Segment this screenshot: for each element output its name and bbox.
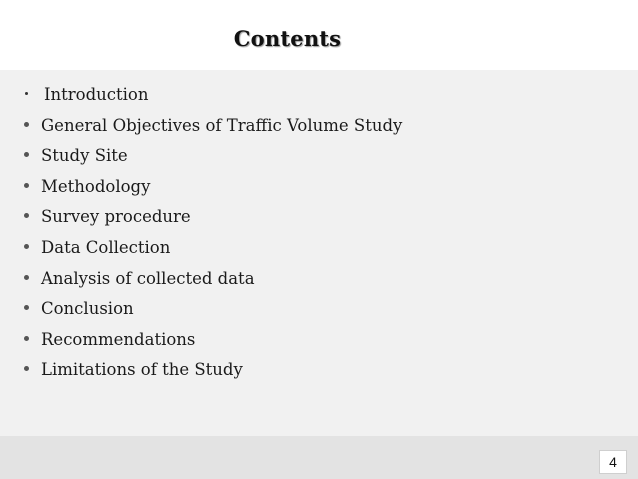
contents-list bbox=[24, 82, 402, 388]
list-item bbox=[24, 204, 402, 235]
list-item-label: Methodology bbox=[41, 176, 151, 196]
bullet-icon bbox=[24, 366, 29, 371]
page-number: 4 bbox=[599, 450, 627, 474]
list-item-label: Recommendations bbox=[41, 329, 196, 349]
list-item-label: Limitations of the Study bbox=[41, 360, 243, 380]
bullet-icon bbox=[24, 244, 29, 249]
list-item bbox=[24, 266, 402, 297]
list-item bbox=[24, 327, 402, 358]
list-item bbox=[24, 143, 402, 174]
list-item-label: Data Collection bbox=[41, 237, 171, 257]
bullet-icon bbox=[24, 152, 29, 157]
list-item bbox=[24, 113, 402, 144]
list-item-label: Survey procedure bbox=[41, 207, 191, 227]
bullet-icon bbox=[24, 275, 29, 280]
bullet-icon bbox=[24, 305, 29, 310]
bullet-icon bbox=[24, 183, 29, 188]
list-item-label: Introduction bbox=[44, 85, 149, 104]
list-item-label: General Objectives of Traffic Volume Study bbox=[41, 115, 403, 135]
bullet-icon bbox=[25, 92, 28, 95]
slide-title: Contents bbox=[233, 26, 342, 51]
bullet-icon bbox=[24, 122, 29, 127]
list-item-label: Conclusion bbox=[41, 299, 134, 319]
footer-band bbox=[0, 436, 638, 479]
list-item bbox=[24, 174, 402, 205]
list-item bbox=[24, 296, 402, 327]
list-item-label: Study Site bbox=[41, 146, 128, 166]
bullet-icon bbox=[24, 213, 29, 218]
list-item bbox=[24, 235, 402, 266]
list-item bbox=[24, 82, 402, 113]
bullet-icon bbox=[24, 336, 29, 341]
list-item bbox=[24, 357, 402, 388]
list-item-label: Analysis of collected data bbox=[41, 268, 255, 288]
